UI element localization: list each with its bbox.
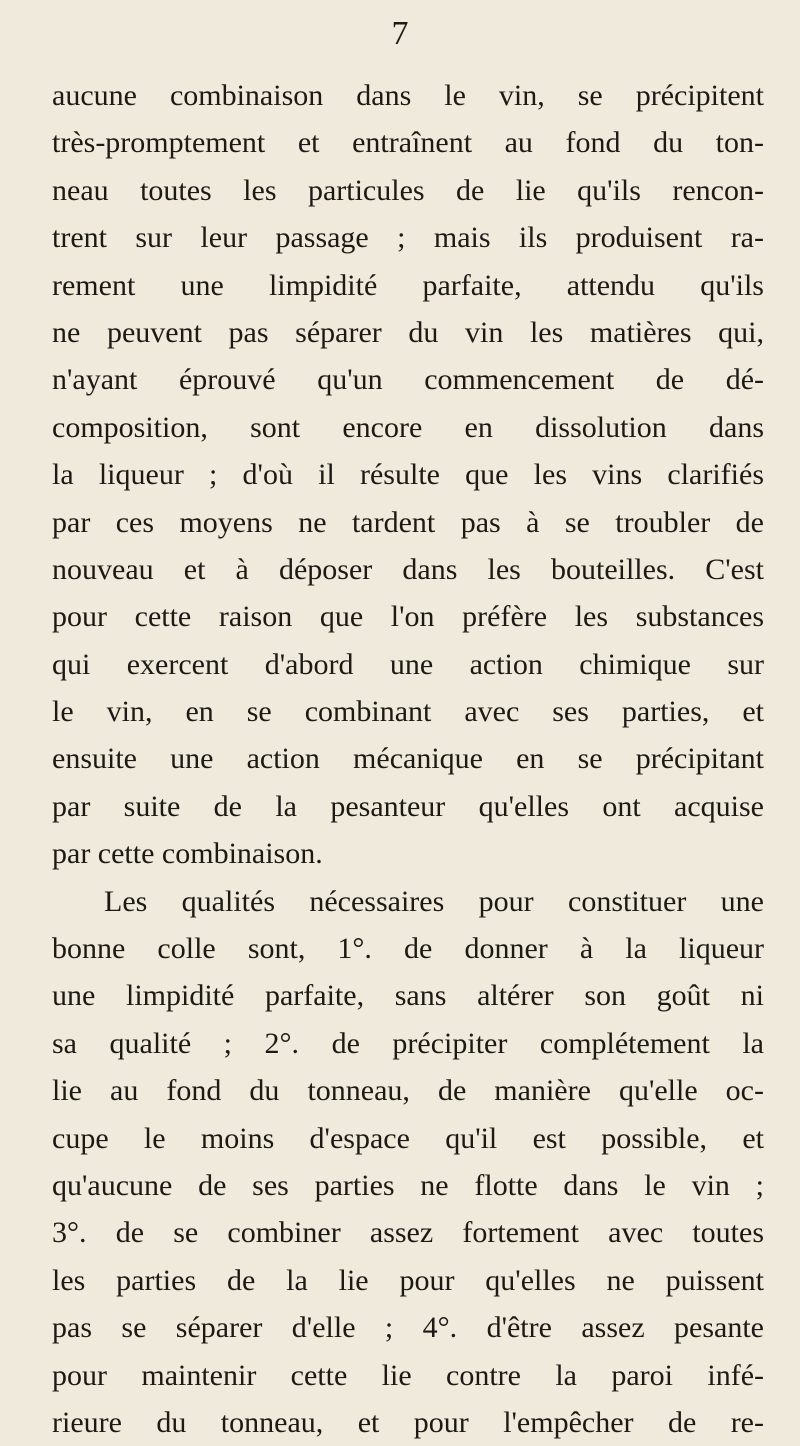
text-line: trent sur leur passage ; mais ils produisent ra- (52, 221, 764, 255)
text-line: nouveau et à déposer dans les bouteilles. C'est (52, 552, 764, 586)
text-line: lie au fond du tonneau, de manière qu'elle oc- (52, 1074, 764, 1108)
text-line: ne peuvent pas séparer du vin les matières qui, (52, 315, 764, 349)
text-line: sa qualité ; 2°. de précipiter complétement la (52, 1026, 764, 1060)
text-line: très-promptement et entraînent au fond du ton- (52, 126, 764, 160)
text-line: les parties de la lie pour qu'elles ne puissent (52, 1263, 764, 1297)
page-number: 7 (391, 15, 409, 52)
text-line: pour cette raison que l'on préfère les substances (52, 600, 764, 634)
text-line: ensuite une action mécanique en se précipitant (52, 742, 764, 776)
text-line: cupe le moins d'espace qu'il est possible, et (52, 1121, 764, 1155)
text-line: n'ayant éprouvé qu'un commencement de dé- (52, 363, 764, 397)
text-line: aucune combinaison dans le vin, se précipitent (52, 79, 764, 112)
text-line-paragraph-start: Les qualités nécessaires pour constituer une (104, 884, 764, 918)
text-line: bonne colle sont, 1°. de donner à la liqueur (52, 932, 764, 966)
text-line: une limpidité parfaite, sans altérer son goût ni (52, 979, 764, 1013)
text-line: neau toutes les particules de lie qu'ils rencon- (52, 173, 764, 207)
text-line: qu'aucune de ses parties ne flotte dans le vin ; (52, 1168, 764, 1202)
text-line: la liqueur ; d'où il résulte que les vins clarifiés (52, 458, 764, 492)
text-line: pour maintenir cette lie contre la paroi infé- (52, 1358, 764, 1392)
text-line: rement une limpidité parfaite, attendu qu'ils (52, 268, 764, 302)
text-line: 3°. de se combiner assez fortement avec toutes (52, 1216, 764, 1250)
text-line: pas se séparer d'elle ; 4°. d'être assez pesante (52, 1311, 764, 1345)
text-line: composition, sont encore en dissolution dans (52, 410, 764, 444)
text-line: le vin, en se combinant avec ses parties, et (52, 695, 764, 729)
text-line: par suite de la pesanteur qu'elles ont acquise (52, 789, 764, 823)
text-line: qui exercent d'abord une action chimique sur (52, 647, 764, 681)
body-text (52, 72, 764, 1446)
text-line: par ces moyens ne tardent pas à se troubler de (52, 505, 764, 539)
text-line-paragraph-end: par cette combinaison. (52, 837, 323, 871)
text-line: rieure du tonneau, et pour l'empêcher de re- (52, 1405, 764, 1439)
